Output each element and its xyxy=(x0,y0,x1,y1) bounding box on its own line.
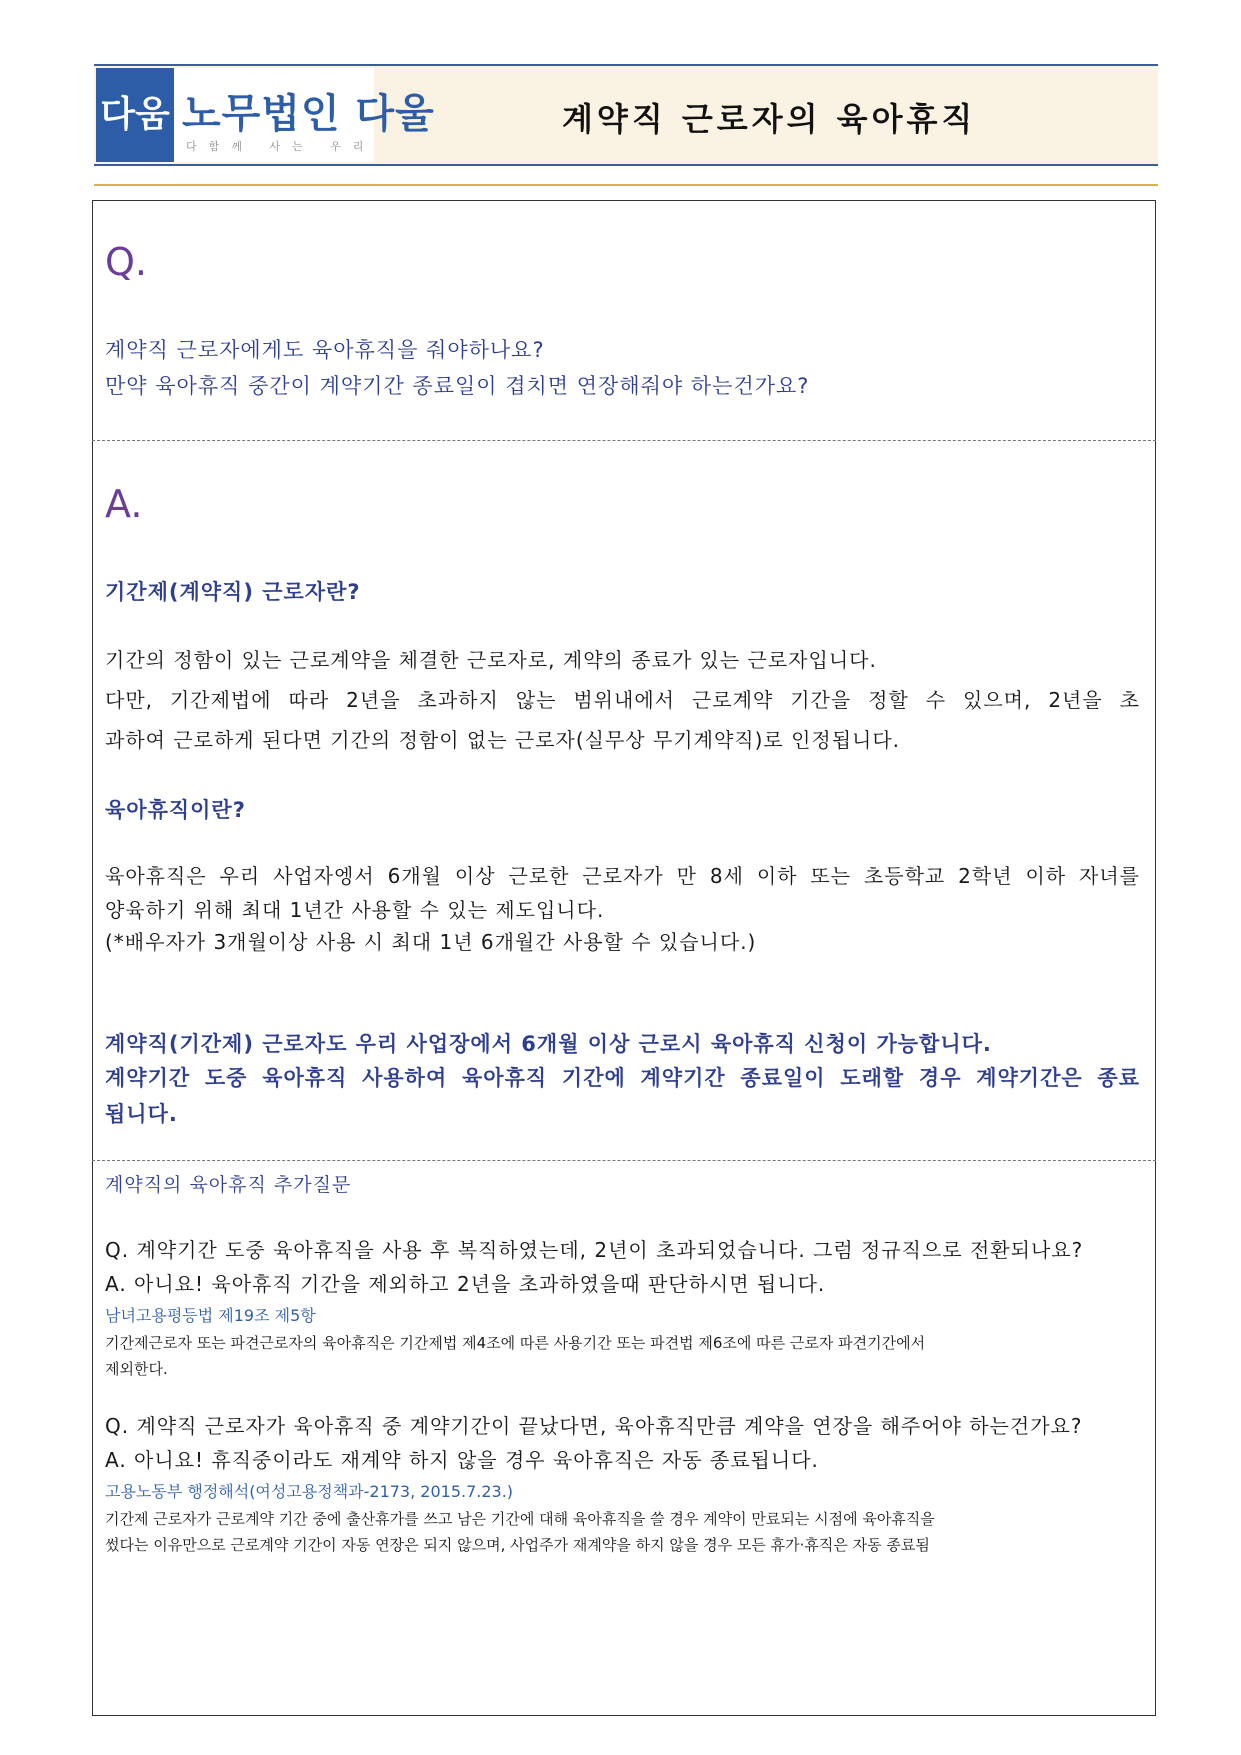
fixed-term-line-2: 다만, 기간제법에 따라 2년을 초과하지 않는 범위내에서 근로계약 기간을 정할 수 있으며, 2년을 초 xyxy=(105,688,1140,712)
fixed-term-line-3: 과하여 근로하게 된다면 기간의 정함이 없는 근로자(실무상 무기계약직)로 인정됩니다. xyxy=(105,728,901,752)
parental-leave-line-2: 양육하기 위해 최대 1년간 사용할 수 있는 제도입니다. xyxy=(105,898,605,922)
extra-a1: A. 아니요! 육아휴직 기간을 제외하고 2년을 초과하였을때 판단하시면 됩니다. xyxy=(105,1272,826,1296)
extra-source-2: 고용노동부 행정해석(여성고용정책과-2173, 2015.7.23.) xyxy=(105,1482,514,1501)
logo-glyph: 다움 xyxy=(100,94,170,135)
fixed-term-line-1: 기간의 정함이 있는 근로계약을 체결한 근로자로, 계약의 종료가 있는 근로자입니다. xyxy=(105,648,877,672)
extra-detail-1-line-1: 기간제근로자 또는 파견근로자의 육아휴직은 기간제법 제4조에 따른 사용기간 또는 파견법 제6조에 따른 근로자 파견기간에서 xyxy=(105,1334,926,1352)
parental-leave-line-1: 육아휴직은 우리 사업자엥서 6개월 이상 근로한 근로자가 만 8세 이하 또는 초등학교 2학년 이하 자녀를 xyxy=(105,864,1140,888)
extra-q2: Q. 계약직 근로자가 육아휴직 중 계약기간이 끝났다면, 육아휴직만큼 계약을 연장을 해주어야 하는건가요? xyxy=(105,1414,1083,1438)
firm-tagline: 다함께 사는 우리 xyxy=(186,140,376,153)
extra-a2: A. 아니요! 휴직중이라도 재계약 하지 않을 경우 육아휴직은 자동 종료됩니다. xyxy=(105,1448,819,1472)
extra-questions-heading: 계약직의 육아휴직 추가질문 xyxy=(105,1174,352,1196)
parental-leave-line-3: (*배우자가 3개월이상 사용 시 최대 1년 6개월간 사용할 수 있습니다.) xyxy=(105,930,757,954)
section-heading-parental-leave: 육아휴직이란? xyxy=(105,798,246,822)
conclusion-line-1: 계약직(기간제) 근로자도 우리 사업장에서 6개월 이상 근로시 육아휴직 신청이 가능합니다. xyxy=(105,1032,992,1056)
header-banner xyxy=(94,64,1158,166)
section-divider xyxy=(92,440,1156,441)
extra-detail-2-line-1: 기간제 근로자가 근로계약 기간 중에 출산휴가를 쓰고 남은 기간에 대해 육아휴직을 쓸 경우 계약이 만료되는 시점에 육아휴직을 xyxy=(105,1510,935,1528)
firm-name: 노무법인 다울 xyxy=(182,91,435,137)
question-line-2: 만약 육아휴직 중간이 계약기간 종료일이 겹치면 연장해줘야 하는건가요? xyxy=(105,374,810,398)
question-line-1: 계약직 근로자에게도 육아휴직을 줘야하나요? xyxy=(105,338,545,362)
gold-rule xyxy=(94,184,1158,186)
section-heading-fixed-term: 기간제(계약직) 근로자란? xyxy=(105,580,361,604)
extra-detail-1-line-2: 제외한다. xyxy=(105,1360,168,1378)
page-title: 계약직 근로자의 육아휴직 xyxy=(562,100,977,138)
extra-q1: Q. 계약기간 도중 육아휴직을 사용 후 복직하였는데, 2년이 초과되었습니다. 그럼 정규직으로 전환되나요? xyxy=(105,1238,1084,1262)
logo-icon xyxy=(96,68,174,162)
extra-detail-2-line-2: 썼다는 이유만으로 근로계약 기간이 자동 연장은 되지 않으며, 사업주가 재계약을 하지 않을 경우 모든 휴가·휴직은 자동 종료됨 xyxy=(105,1536,930,1554)
section-divider xyxy=(92,1160,1156,1161)
extra-source-1: 남녀고용평등법 제19조 제5항 xyxy=(105,1306,316,1325)
conclusion-line-3: 됩니다. xyxy=(105,1102,178,1126)
question-label: Q. xyxy=(105,240,147,284)
answer-label: A. xyxy=(105,482,143,526)
conclusion-line-2: 계약기간 도중 육아휴직 사용하여 육아휴직 기간에 계약기간 종료일이 도래할 경우 계약기간은 종료 xyxy=(105,1066,1140,1090)
